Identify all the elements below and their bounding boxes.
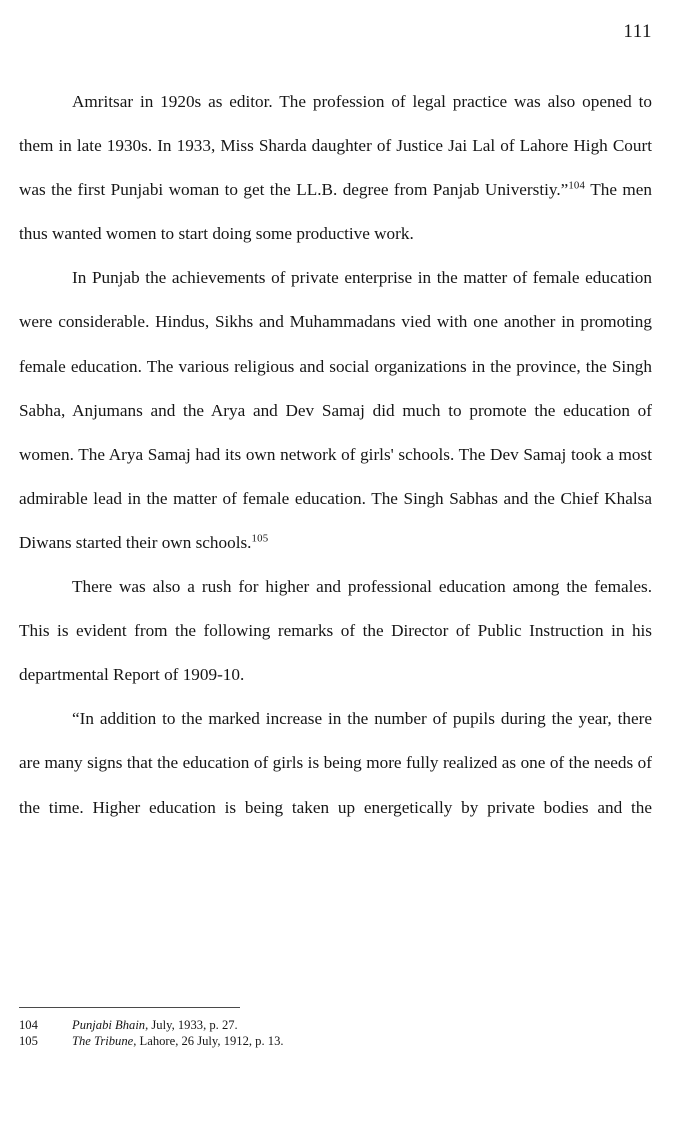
footnote-citation-detail: , Lahore, 26 July, 1912, p. 13. xyxy=(133,1034,284,1049)
paragraph-4-text: “In addition to the marked increase in the number of pupils during the year, there are many signs that the education of girls is being more fully realized as one of the needs of the time. Higher education is being taken up energetically by private bodies and the xyxy=(19,709,652,817)
paragraph-1-text: Amritsar in 1920s as editor. The profession of legal practice was also opened to them in late 1930s. In 1933, Miss Sharda daughter of Justice Jai Lal of Lahore High Court was the first Punjabi woman to get the LL.B. degree from Panjab Universtiy.” xyxy=(19,92,652,200)
paragraph-3 xyxy=(19,565,652,697)
paragraph-2-text: In Punjab the achievements of private enterprise in the matter of female education were considerable. Hindus, Sikhs and Muhammadans vied with one another in promoting female education. The various religious and social organizations in the province, the Singh Sabha, Anjumans and the Arya and Dev Samaj did much to promote the education of women. The Arya Samaj had its own network of girls' schools. The Dev Samaj took a most admirable lead in the matter of female education. The Singh Sabhas and the Chief Khalsa Diwans started their own schools. xyxy=(19,268,652,552)
footnote-reference-104[interactable]: 104 xyxy=(568,179,586,192)
page-number: 111 xyxy=(623,21,652,42)
footnote-citation-detail: , July, 1933, p. 27. xyxy=(145,1018,238,1032)
footnote-list xyxy=(19,1017,652,1050)
footnote-number: 104 xyxy=(19,1018,38,1032)
footnote-number: 105 xyxy=(19,1034,38,1049)
paragraph-3-text: There was also a rush for higher and professional education among the females. This is evident from the following remarks of the Director of Public Instruction in his departmental Report of 1909-10. xyxy=(19,577,652,685)
footnote-item xyxy=(19,1017,652,1033)
footnote-source-title: Punjabi Bhain xyxy=(72,1018,146,1032)
body-text-block xyxy=(19,80,652,830)
footnote-item xyxy=(19,1033,652,1049)
paragraph-4 xyxy=(19,697,652,829)
footnote-source-title: The Tribune xyxy=(72,1034,134,1049)
footnote-reference-105[interactable]: 105 xyxy=(251,532,269,545)
paragraph-1 xyxy=(19,80,652,256)
footnote-separator-rule xyxy=(19,1007,240,1008)
footnote-section xyxy=(19,1007,652,1050)
paragraph-2 xyxy=(19,256,652,565)
paragraph-1-text-tail: The men thus wanted women to start doing some productive work. xyxy=(19,180,652,244)
